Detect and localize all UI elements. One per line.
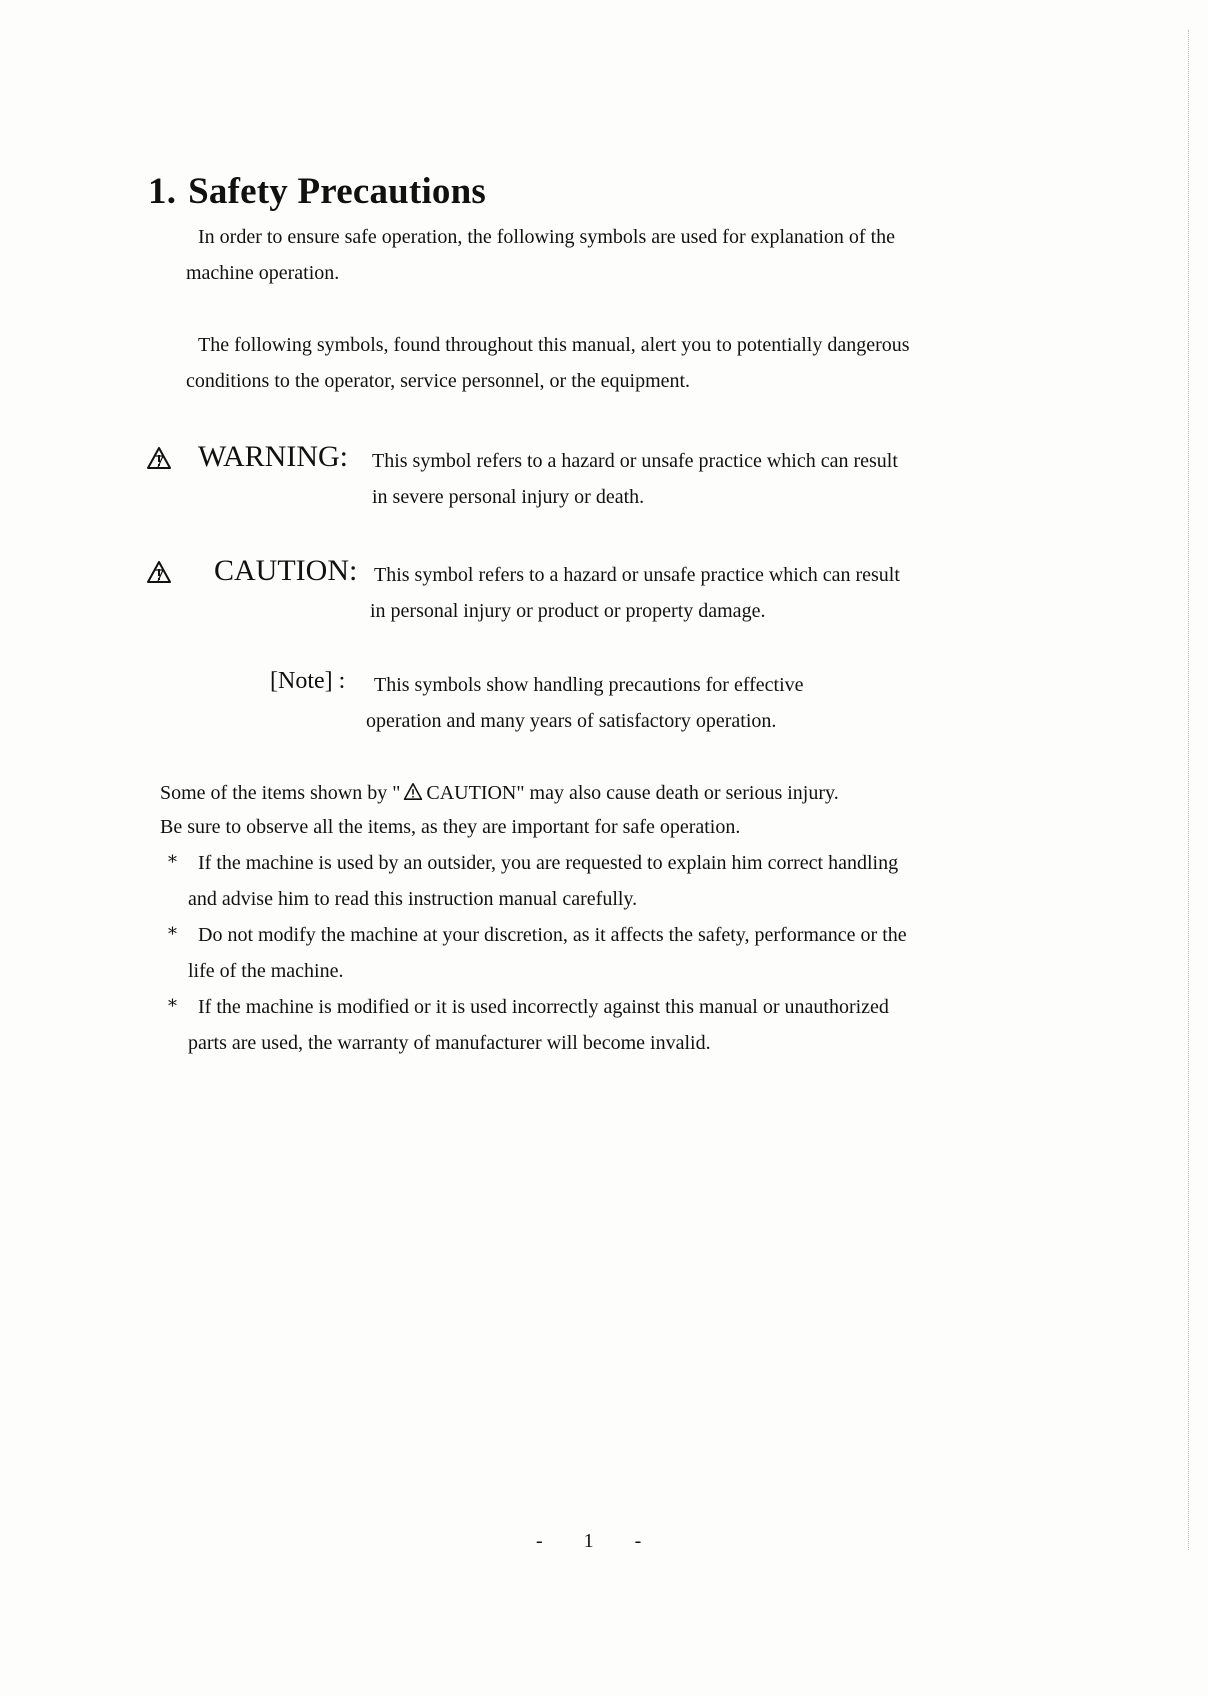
section-number: 1. <box>148 171 177 212</box>
bullet-marker: * <box>168 852 177 873</box>
caution-desc-line-2: in personal injury or product or property damage. <box>370 600 766 622</box>
note-label: [Note] : <box>270 668 346 694</box>
caution-notice-prefix: Some of the items shown by " <box>160 782 401 804</box>
caution-label: CAUTION: <box>214 554 358 587</box>
warning-desc-line-2: in severe personal injury or death. <box>372 486 645 508</box>
bullet-marker: * <box>168 924 177 945</box>
bullet-3-line-1: If the machine is modified or it is used incorrectly against this manual or unauthorized <box>198 996 889 1018</box>
page-number: - 1 - <box>536 1530 660 1552</box>
note-desc-line-2: operation and many years of satisfactory operation. <box>366 710 777 732</box>
caution-desc-line-1: This symbol refers to a hazard or unsafe practice which can result <box>374 564 900 586</box>
bullet-1-line-1: If the machine is used by an outsider, you are requested to explain him correct handling <box>198 852 899 874</box>
bullet-2-line-1: Do not modify the machine at your discretion, as it affects the safety, performance or the <box>198 924 907 946</box>
warning-label: WARNING: <box>198 440 348 473</box>
bullet-2-line-2: life of the machine. <box>188 960 344 982</box>
note-desc-line-1: This symbols show handling precautions for effective <box>374 674 804 696</box>
warning-triangle-icon <box>146 560 172 584</box>
caution-notice-line-2: Be sure to observe all the items, as they are important for safe operation. <box>160 816 741 838</box>
scan-edge-line <box>1188 30 1189 1550</box>
intro-paragraph-2-line-2: conditions to the operator, service personnel, or the equipment. <box>186 370 691 392</box>
bullet-3-line-2: parts are used, the warranty of manufacturer will become invalid. <box>188 1032 711 1054</box>
bullet-1-line-2: and advise him to read this instruction manual carefully. <box>188 888 638 910</box>
caution-notice-line-1 <box>160 780 839 805</box>
warning-triangle-icon <box>146 446 172 470</box>
warning-triangle-icon <box>403 782 423 801</box>
page-title <box>148 170 486 213</box>
intro-paragraph-2-line-1: The following symbols, found throughout this manual, alert you to potentially dangerous <box>198 334 910 356</box>
caution-notice-caution-word: CAUTION" <box>426 782 525 804</box>
intro-paragraph-1-line-1: In order to ensure safe operation, the following symbols are used for explanation of the <box>198 226 896 248</box>
caution-notice-suffix: may also cause death or serious injury. <box>524 782 839 804</box>
section-title: Safety Precautions <box>188 171 487 212</box>
intro-paragraph-1-line-2: machine operation. <box>186 262 340 284</box>
bullet-marker: * <box>168 996 177 1017</box>
warning-desc-line-1: This symbol refers to a hazard or unsafe practice which can result <box>372 450 898 472</box>
